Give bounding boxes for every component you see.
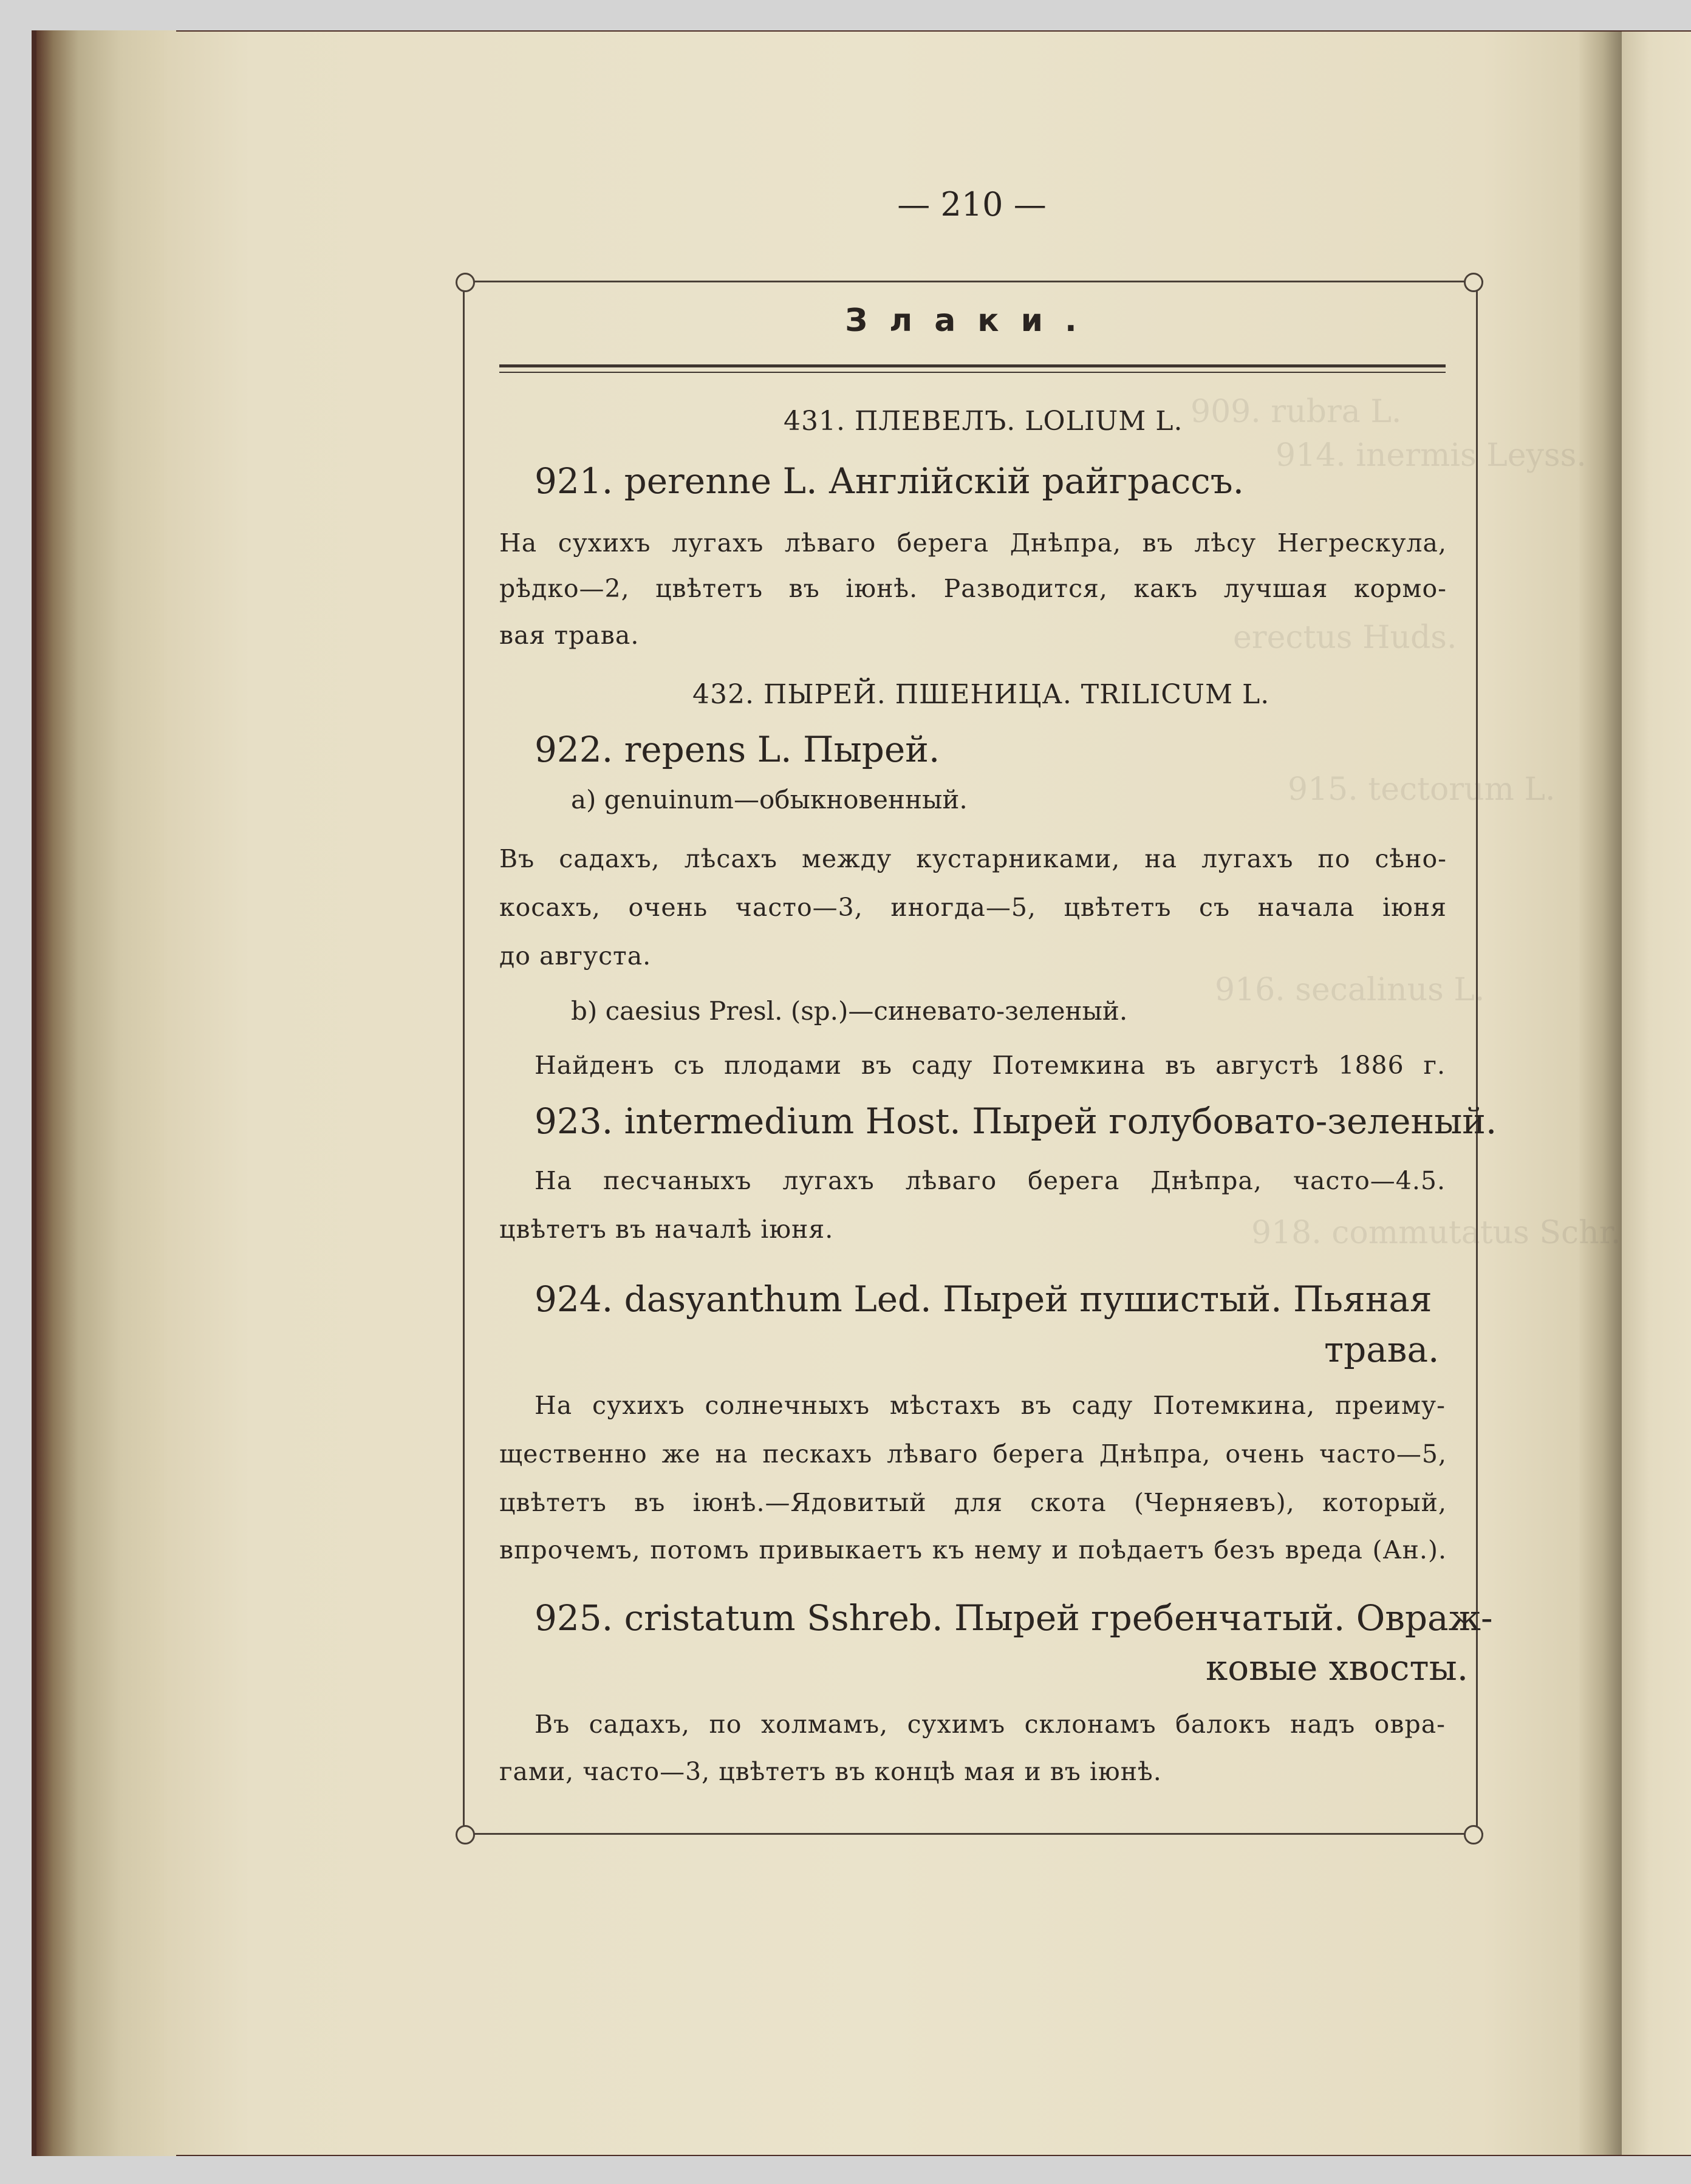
frame-top-line bbox=[457, 281, 1483, 282]
bleed-through-text: 915. tectorum L. bbox=[1288, 771, 1556, 808]
entry-text-923: На песчаныхъ лугахъ лѣваго берега Днѣпра, часто—4.5. bbox=[535, 1166, 1446, 1195]
entry-text-924: На сухихъ солнечныхъ мѣстахъ въ саду Потемкина, преиму- bbox=[535, 1391, 1446, 1420]
entry-text-921: На сухихъ лугахъ лѣваго берега Днѣпра, въ лѣсу Негрескула, bbox=[499, 528, 1447, 558]
entry-text-921: рѣдко—2, цвѣтетъ въ іюнѣ. Разводится, какъ лучшая кормо- bbox=[499, 574, 1447, 603]
species-heading-925: 925. cristatum Sshreb. Пырей гребенчатый. Овраж- bbox=[535, 1597, 1493, 1639]
entry-text-922a: до августа. bbox=[499, 941, 652, 971]
variety-a: a) genuinum—обыкновенный. bbox=[571, 785, 968, 814]
page-number: — 210 — bbox=[897, 185, 1047, 224]
entry-text-922b: Найденъ съ плодами въ саду Потемкина въ августѣ 1886 г. bbox=[535, 1051, 1446, 1080]
species-heading-924-cont: трава. bbox=[1324, 1329, 1440, 1370]
genus-heading-lolium: 431. ПЛЕВЕЛЪ. LOLIUM L. bbox=[784, 406, 1183, 437]
entry-text-924: впрочемъ, потомъ привыкаетъ къ нему и поѣдаетъ безъ вреда (Ан.). bbox=[499, 1535, 1447, 1565]
species-heading-923: 923. intermedium Host. Пырей голубовато-зеленый. bbox=[535, 1101, 1497, 1142]
page-edges bbox=[36, 30, 176, 2156]
species-heading-921: 921. perenne L. Англійскій райграссъ. bbox=[535, 460, 1245, 502]
bleed-through-text: 909. rubra L. bbox=[1191, 394, 1402, 430]
species-heading-924: 924. dasyanthum Led. Пырей пушистый. Пьяная bbox=[535, 1278, 1432, 1320]
variety-b: b) caesius Presl. (sp.)—синевато-зеленый. bbox=[571, 996, 1128, 1026]
entry-text-921: вая трава. bbox=[499, 621, 640, 650]
frame-corner-ornament bbox=[1464, 273, 1483, 292]
entry-text-925: Въ садахъ, по холмамъ, сухимъ склонамъ балокъ надъ овра- bbox=[535, 1710, 1446, 1739]
frame-corner-ornament bbox=[456, 1825, 475, 1844]
entry-text-923: цвѣтетъ въ началѣ іюня. bbox=[499, 1215, 834, 1244]
frame-corner-ornament bbox=[1464, 1825, 1483, 1844]
frame-bottom-line bbox=[457, 1833, 1483, 1835]
title-double-rule bbox=[499, 364, 1446, 367]
bleed-through-text: 914. inermis Leyss. bbox=[1276, 437, 1587, 474]
entry-text-922a: косахъ, очень часто—3, иногда—5, цвѣтетъ съ начала іюня bbox=[499, 893, 1447, 922]
page-gutter bbox=[1579, 32, 1622, 2155]
frame-corner-ornament bbox=[456, 273, 475, 292]
section-title: Злаки. bbox=[845, 302, 1099, 339]
entry-text-925: гами, часто—3, цвѣтетъ въ концѣ мая и въ іюнѣ. bbox=[499, 1757, 1162, 1786]
bleed-through-text: 918. commutatus Schr. bbox=[1251, 1215, 1621, 1251]
genus-heading-triticum: 432. ПЫРЕЙ. ПШЕНИЦА. TRILICUM L. bbox=[692, 679, 1270, 710]
entry-text-924: щественно же на пескахъ лѣваго берега Днѣпра, очень часто—5, bbox=[499, 1439, 1447, 1469]
bleed-through-text: 916. secalinus L. bbox=[1215, 972, 1485, 1008]
title-double-rule bbox=[499, 372, 1446, 373]
entry-text-924: цвѣтетъ въ іюнѣ.—Ядовитый для скота (Черняевъ), который, bbox=[499, 1488, 1447, 1517]
species-heading-922: 922. repens L. Пырей. bbox=[535, 729, 940, 770]
species-heading-925-cont: ковые хвосты. bbox=[1206, 1647, 1469, 1688]
facing-page-edge bbox=[1622, 32, 1691, 2155]
bleed-through-text: erectus Huds. bbox=[1233, 619, 1457, 656]
entry-text-922a: Въ садахъ, лѣсахъ между кустарниками, на лугахъ по сѣно- bbox=[499, 844, 1447, 873]
